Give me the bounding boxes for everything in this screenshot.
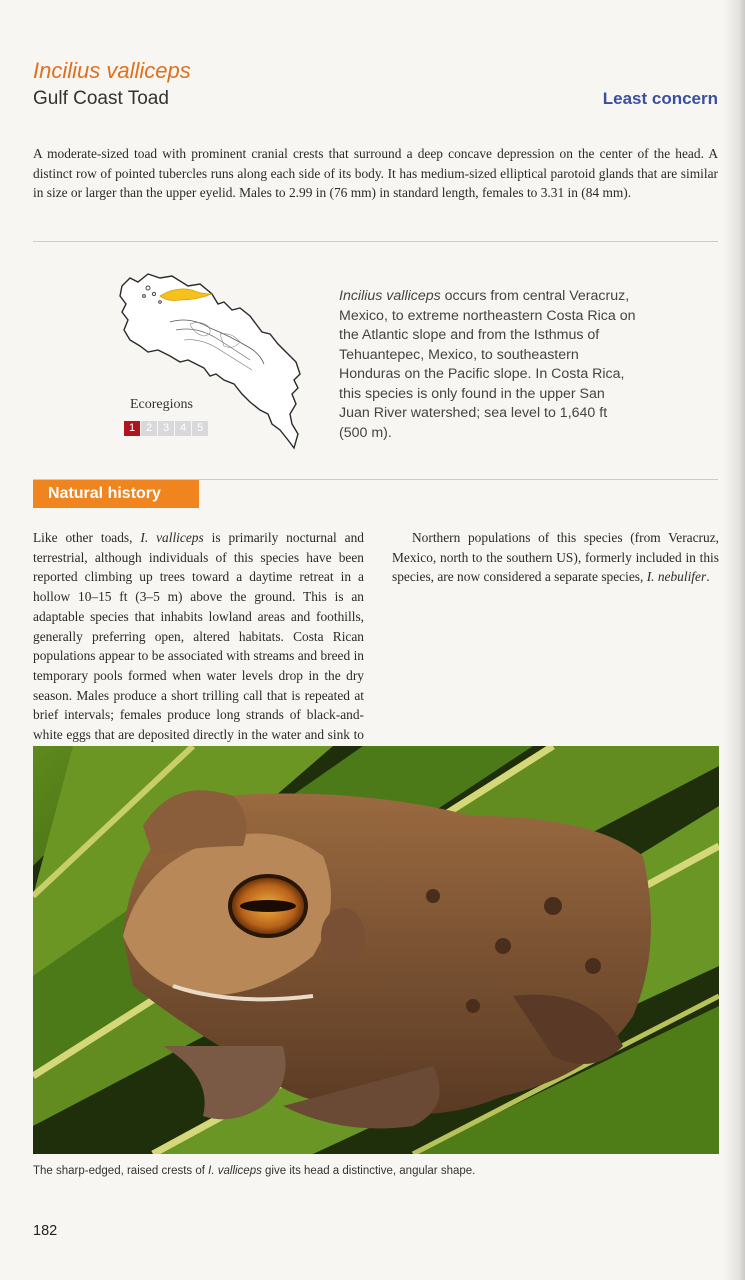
text-span: Like other toads,: [33, 530, 141, 545]
range-description: [339, 287, 639, 443]
caption-text: give its head a distinctive, angular shape.: [261, 1165, 476, 1177]
page-edge-shadow: [723, 0, 745, 1280]
scientific-name: Incilius valliceps: [33, 58, 191, 83]
ecoregion-4: 4: [175, 421, 191, 436]
ecoregion-indicator: [124, 421, 209, 436]
text-span: Northern populations of this species (from Veracruz, Mexico, north to the southern US), formerly included in this species, are now considered a separate species,: [392, 530, 719, 585]
ecoregion-5: 5: [192, 421, 208, 436]
species-description: A moderate-sized toad with prominent cranial crests that surround a deep concave depression on the center of the head. A distinct row of pointed tubercles runs along each side of its body. It has medium-sized elliptical parotoid glands that are similar in size or larger than the upper eyelid. Males to 2.99 in (76 mm) in standard length, females to 3.31 in (84 mm).: [33, 146, 718, 200]
caption-species-name: I. valliceps: [208, 1165, 262, 1177]
text-span: .: [706, 569, 710, 585]
natural-history-paragraph-2: [392, 528, 719, 587]
divider: [33, 241, 718, 242]
range-species-name: Incilius valliceps: [339, 288, 441, 304]
section-heading-natural-history: Natural history: [33, 480, 199, 508]
toad-illustration: [33, 746, 719, 1154]
text-span: is primarily nocturnal and terrestrial, although individuals of this species have been reported climbing up trees toward a daytime retreat in a hollow 10–15 ft (3–5 m) above the ground. This is an adaptable species that inhabits lowland areas and foothills, generally preferring open, altered habitats. Costa Rican populations appear to be associated with streams and breed in temporary pools formed when water levels drop in the dry season. Males produce a short trilling call that is repeated at brief intervals; females produce long strands of black-and-white eggs that are deposited directly in the water and sink to: [33, 530, 364, 743]
ecoregion-1: 1: [124, 421, 140, 436]
natural-history-column-2: [392, 528, 719, 587]
species-name-inline: I. valliceps: [140, 530, 204, 545]
caption-text: The sharp-edged, raised crests of: [33, 1165, 209, 1177]
ecoregion-2: 2: [141, 421, 157, 436]
conservation-status: Least concern: [602, 89, 718, 108]
photo-caption: [33, 1165, 475, 1177]
ecoregions-label: Ecoregions: [130, 397, 193, 412]
ecoregion-3: 3: [158, 421, 174, 436]
common-name: Gulf Coast Toad: [33, 88, 169, 109]
page-number: 182: [33, 1223, 58, 1239]
toad-photo: [33, 746, 719, 1154]
range-text-body: occurs from central Veracruz, Mexico, to extreme northeastern Costa Rica on the Atlantic slope and from the Isthmus of Tehuantepec, Mexico, to southeastern Honduras on the Pacific slope. In Costa Rica, this species is only found in the upper San Juan River watershed; sea level to 1,640 ft (500 m).: [339, 288, 636, 441]
species-name-inline: I. nebulifer: [646, 569, 707, 585]
